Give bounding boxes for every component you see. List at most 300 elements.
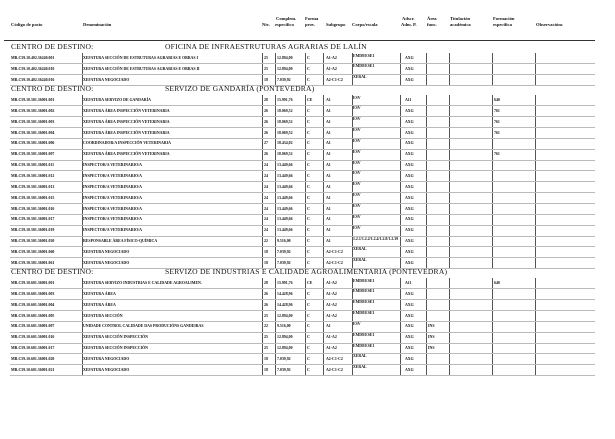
- cell-area: INS: [428, 346, 435, 351]
- cell-form: [494, 247, 534, 257]
- header-denominacion: Denominación: [83, 22, 112, 27]
- cell-form: [494, 193, 534, 203]
- cell-comp: 12.894,00: [277, 66, 293, 71]
- cell-forma: C: [307, 195, 310, 200]
- cell-obs: [537, 225, 595, 235]
- cell-form: [494, 365, 534, 375]
- cell-adscr: AXG: [405, 324, 414, 329]
- cell-corpo: ESV: [353, 204, 361, 208]
- cell-forma: C: [307, 217, 310, 222]
- section-name: SERVIZO DE INDUSTRIAS E CALIDADE AGROALIMENTARIA (PONTEVEDRA): [165, 267, 448, 276]
- cell-adscr: AXG: [405, 356, 414, 361]
- cell-corpo: EMD8/ESE1: [353, 289, 375, 294]
- header-adscricion: Adscr.: [402, 16, 415, 21]
- cell-corpo: ESV: [353, 106, 361, 111]
- cell-area: [428, 311, 448, 321]
- cell-comp: 15.991,76: [277, 281, 293, 285]
- cell-corpo: ESV: [353, 149, 361, 154]
- cell-form: [494, 332, 534, 342]
- cell-forma: C: [307, 77, 310, 82]
- cell-form: [494, 138, 534, 148]
- cell-subgrupo: A1-A2: [326, 346, 337, 351]
- cell-obs: [537, 95, 595, 105]
- cell-adscr: AXG: [405, 108, 414, 113]
- cell-area: [428, 278, 448, 288]
- cell-titul: [451, 193, 491, 203]
- cell-denom: XEFATURA SECCIÓN: [83, 313, 123, 318]
- cell-code: MR.C59.10.601.36001.016: [11, 335, 55, 340]
- cell-form: [494, 321, 534, 331]
- cell-corpo: XERAL: [353, 75, 367, 80]
- cell-denom: XEFATURA SECCIÓN DE ESTRUTURAS AGRARIAS E OBRAS I: [83, 56, 198, 60]
- cell-denom: XEFATURA ÁREA INSPECCIÓN VETERINARIA: [83, 119, 170, 124]
- cell-niv: 18: [264, 260, 268, 265]
- cell-corpo: ESV: [353, 171, 361, 176]
- cell-niv: 18: [264, 356, 268, 361]
- cell-forma: C: [307, 324, 310, 329]
- cell-obs: [537, 278, 595, 288]
- cell-subgrupo: A2-C1-C2: [326, 260, 343, 265]
- cell-corpo: XERAL: [353, 258, 367, 263]
- cell-comp: 18.069,52: [277, 152, 293, 157]
- cell-denom: INSPECTOR/A VETERINARIO/A: [83, 173, 142, 178]
- table-row: [0, 278, 615, 288]
- table-row: [0, 53, 615, 63]
- cell-subgrupo: A1: [326, 195, 331, 200]
- cell-comp: 7.039,92: [277, 77, 291, 82]
- cell-titul: [451, 300, 491, 310]
- cell-adscr: AXG: [405, 141, 414, 146]
- header-titulacion-academica: académica: [450, 22, 471, 27]
- cell-titul: [451, 365, 491, 375]
- cell-obs: [537, 332, 595, 342]
- cell-obs: [537, 128, 595, 138]
- cell-obs: [537, 343, 595, 353]
- cell-area: [428, 182, 448, 192]
- header-titulacion: Titulación: [450, 16, 471, 21]
- cell-obs: [537, 214, 595, 224]
- cell-denom: XEFATURA SERVIZO DE GANDARÍA: [83, 98, 151, 102]
- cell-comp: 13.449,66: [277, 217, 293, 222]
- cell-titul: [451, 311, 491, 321]
- cell-forma: C: [307, 206, 310, 211]
- cell-titul: [451, 53, 491, 63]
- cell-denom: XEFATURA SECCIÓN DE ESTRUTURAS AGRARIAS E OBRAS II: [83, 66, 200, 71]
- cell-titul: [451, 321, 491, 331]
- cell-subgrupo: A1-A2: [326, 281, 337, 285]
- cell-subgrupo: A1: [326, 184, 331, 189]
- cell-subgrupo: A2-C1-C2: [326, 367, 343, 372]
- cell-corpo: ESV: [353, 95, 361, 100]
- cell-comp: 12.894,00: [277, 346, 293, 351]
- cell-corpo: EMD8/ESE1: [353, 64, 375, 69]
- cell-area: [428, 300, 448, 310]
- cell-obs: [537, 182, 595, 192]
- section-label: CENTRO DE DESTINO:: [11, 42, 94, 51]
- cell-obs: [537, 365, 595, 375]
- cell-denom: XEFATURA NEGOCIADO: [83, 249, 130, 254]
- cell-form: [494, 160, 534, 170]
- header-corpo-escala: Corpo/escala: [352, 22, 378, 27]
- cell-comp: 13.449,66: [277, 206, 293, 211]
- cell-corpo: ESV: [353, 182, 361, 187]
- cell-code: MR.C59.10.601.36001.017: [11, 346, 55, 351]
- cell-code: MR.C59.10.501.36001.006: [11, 141, 55, 146]
- cell-comp: 7.039,92: [277, 260, 291, 265]
- table-row: [0, 64, 615, 74]
- cell-denom: XEFATURA ÁREA INSPECCIÓN VETERINARIA: [83, 152, 170, 157]
- cell-code: MR.C59.10.501.36001.003: [11, 119, 55, 124]
- cell-adscr: AXG: [405, 228, 414, 233]
- cell-adscr: AXG: [405, 260, 414, 265]
- cell-niv: 25: [264, 66, 268, 71]
- cell-corpo: EMD8/ESE1: [353, 300, 375, 305]
- cell-subgrupo: A1: [326, 108, 331, 113]
- table-row: [0, 149, 615, 159]
- cell-subgrupo: A2-C1-C2: [326, 77, 343, 82]
- cell-form: 761: [494, 152, 500, 157]
- cell-niv: 24: [264, 206, 268, 211]
- cell-denom: INSPECTOR/A VETERINARIO/A: [83, 184, 142, 189]
- cell-obs: [537, 149, 595, 159]
- cell-denom: XEFATURA ÁREA INSPECCIÓN VETERINARIA: [83, 130, 170, 135]
- cell-form: [494, 214, 534, 224]
- cell-denom: XEFATURA SERVIZO INDUSTRIAS E CALIDADE AGROALIMEN.: [83, 281, 202, 285]
- cell-niv: 18: [264, 77, 268, 82]
- section-heading: [11, 267, 601, 276]
- cell-corpo: ESV: [353, 138, 361, 143]
- cell-titul: [451, 225, 491, 235]
- cell-niv: 24: [264, 195, 268, 200]
- cell-area: [428, 193, 448, 203]
- cell-subgrupo: A1: [326, 324, 331, 329]
- cell-adscr: AXG: [405, 56, 414, 60]
- table-row: [0, 204, 615, 214]
- table-row: [0, 138, 615, 148]
- cell-comp: 12.894,00: [277, 56, 293, 60]
- cell-denom: XEFATURA ÁREA: [83, 302, 116, 307]
- table-row: [0, 247, 615, 257]
- header-nivel: Niv.: [262, 22, 270, 27]
- cell-forma: C: [307, 239, 310, 244]
- table-row: [0, 171, 615, 181]
- cell-code: MR.C59.10.501.36001.013: [11, 184, 55, 189]
- cell-adscr: AXG: [405, 206, 414, 211]
- cell-titul: [451, 128, 491, 138]
- cell-titul: [451, 95, 491, 105]
- cell-code: MR.C59.10.501.36001.001: [11, 98, 55, 102]
- cell-subgrupo: A1-A2: [326, 302, 337, 307]
- cell-adscr: AXG: [405, 291, 414, 296]
- cell-code: MR.C59.10.501.36001.004: [11, 130, 55, 135]
- cell-area: [428, 365, 448, 375]
- cell-adscr: AXG: [405, 66, 414, 71]
- cell-area: [428, 106, 448, 116]
- cell-denom: XEFATURA NEGOCIADO: [83, 356, 130, 361]
- cell-code: MR.C59.10.601.36001.003: [11, 291, 55, 296]
- cell-code: MR.C59.10.402.36240.010: [11, 66, 55, 71]
- cell-niv: 25: [264, 56, 268, 60]
- cell-subgrupo: A1: [326, 217, 331, 222]
- table-row: [0, 343, 615, 353]
- cell-titul: [451, 247, 491, 257]
- cell-forma: C: [307, 66, 310, 71]
- cell-comp: 14.428,96: [277, 302, 293, 307]
- row-divider: [10, 375, 595, 376]
- cell-comp: 18.069,52: [277, 130, 293, 135]
- cell-area: [428, 214, 448, 224]
- cell-code: MR.C59.10.601.36001.001: [11, 281, 55, 285]
- header-area-func: func.: [427, 22, 437, 27]
- cell-adscr: A11: [405, 281, 412, 285]
- cell-titul: [451, 171, 491, 181]
- cell-titul: [451, 160, 491, 170]
- cell-area: [428, 149, 448, 159]
- cell-form: [494, 311, 534, 321]
- cell-forma: C: [307, 108, 310, 113]
- cell-niv: 22: [264, 324, 268, 329]
- cell-forma: C: [307, 335, 310, 340]
- cell-adscr: AXG: [405, 217, 414, 222]
- cell-form: [494, 236, 534, 246]
- cell-comp: 7.039,92: [277, 356, 291, 361]
- cell-subgrupo: A1: [326, 119, 331, 124]
- cell-titul: [451, 117, 491, 127]
- cell-forma: C: [307, 356, 310, 361]
- cell-comp: 9.516,00: [277, 239, 291, 244]
- cell-code: MR.C59.10.601.36001.004: [11, 302, 55, 307]
- cell-denom: XEFATURA NEGOCIADO: [83, 367, 130, 372]
- cell-obs: [537, 106, 595, 116]
- header-observacions: Observacións: [536, 22, 563, 27]
- cell-denom: INSPECTOR/A VETERINARIO/A: [83, 195, 142, 200]
- cell-form: [494, 53, 534, 63]
- cell-comp: 18.069,52: [277, 108, 293, 113]
- cell-forma: C: [307, 313, 310, 318]
- cell-obs: [537, 311, 595, 321]
- cell-corpo: ESV: [353, 117, 361, 122]
- cell-denom: INSPECTOR/A VETERINARIO/A: [83, 206, 142, 211]
- cell-comp: 13.449,66: [277, 163, 293, 168]
- cell-niv: 25: [264, 335, 268, 340]
- cell-corpo: EMD8/ESE1: [353, 332, 375, 337]
- cell-obs: [537, 53, 595, 63]
- cell-forma: C: [307, 130, 310, 135]
- cell-adscr: AXG: [405, 77, 414, 82]
- cell-comp: 7.039,92: [277, 367, 291, 372]
- table-row: [0, 365, 615, 375]
- table-header: [0, 16, 615, 38]
- cell-denom: RESPONSABLE ÁREA FÍSICO-QUÍMICA: [83, 239, 158, 244]
- cell-form: [494, 225, 534, 235]
- cell-form: [494, 182, 534, 192]
- cell-subgrupo: A1: [326, 152, 331, 157]
- cell-comp: 13.449,66: [277, 228, 293, 233]
- cell-code: MR.C59.10.402.36240.001: [11, 56, 55, 60]
- cell-comp: 13.449,66: [277, 184, 293, 189]
- cell-titul: [451, 278, 491, 288]
- cell-titul: [451, 214, 491, 224]
- cell-obs: [537, 160, 595, 170]
- cell-niv: 18: [264, 249, 268, 254]
- cell-niv: 18: [264, 367, 268, 372]
- cell-titul: [451, 332, 491, 342]
- table-row: [0, 193, 615, 203]
- cell-adscr: AXG: [405, 163, 414, 168]
- cell-code: MR.C59.10.501.36001.016: [11, 206, 55, 211]
- cell-forma: C: [307, 163, 310, 168]
- cell-area: INS: [428, 335, 435, 340]
- cell-forma: C: [307, 291, 310, 296]
- cell-adscr: AXG: [405, 335, 414, 340]
- cell-subgrupo: A1-A2: [326, 66, 337, 71]
- cell-corpo: XERAL: [353, 365, 367, 370]
- cell-obs: [537, 64, 595, 74]
- cell-corpo: ESV: [353, 193, 361, 198]
- section-name: SERVIZO DE GANDARÍA (PONTEVEDRA): [165, 84, 315, 93]
- cell-area: [428, 247, 448, 257]
- cell-subgrupo: A2-C1-C2: [326, 249, 343, 254]
- cell-adscr: A11: [405, 98, 412, 102]
- cell-code: MR.C59.10.601.36001.005: [11, 313, 55, 318]
- cell-niv: 26: [264, 119, 268, 124]
- cell-corpo: XERAL: [353, 247, 367, 252]
- cell-adscr: AXG: [405, 367, 414, 372]
- cell-denom: XEFATURA ÁREA INSPECCIÓN VETERINARIA: [83, 108, 170, 113]
- cell-code: MR.C59.10.402.36240.016: [11, 77, 55, 82]
- cell-form: [494, 354, 534, 364]
- cell-forma: C: [307, 346, 310, 351]
- cell-niv: 24: [264, 184, 268, 189]
- cell-denom: XEFATURA SECCIÓN INSPECCIÓN: [83, 346, 148, 351]
- cell-corpo: EMD8/ESE1: [353, 278, 375, 283]
- section-label: CENTRO DE DESTINO:: [11, 267, 94, 276]
- table-row: [0, 225, 615, 235]
- cell-area: [428, 225, 448, 235]
- header-complemento-especifico: específico: [275, 22, 294, 27]
- cell-denom: XEFATURA NEGOCIADO: [83, 260, 130, 265]
- table-row: [0, 321, 615, 331]
- cell-forma: C: [307, 173, 310, 178]
- cell-form: [494, 300, 534, 310]
- cell-subgrupo: A1: [326, 141, 331, 146]
- cell-corpo: EMD8/ESE1: [353, 343, 375, 348]
- cell-code: MR.C59.10.501.36001.011: [11, 163, 55, 168]
- cell-denom: XEFATURA SECCIÓN INSPECCIÓN: [83, 335, 148, 340]
- cell-obs: [537, 300, 595, 310]
- header-area: Área: [427, 16, 437, 21]
- cell-forma: C: [307, 141, 310, 146]
- cell-subgrupo: A1-A2: [326, 313, 337, 318]
- cell-corpo: ESV: [353, 128, 361, 133]
- cell-titul: [451, 354, 491, 364]
- section-name: OFICINA DE INFRAESTRUTURAS AGRARIAS DE LALÍN: [165, 42, 367, 51]
- cell-corpo: 1.2.1/1.2.2/1.2.4/1.2.8/1.2.39: [353, 236, 399, 241]
- cell-area: [428, 354, 448, 364]
- cell-code: MR.C59.10.501.36001.007: [11, 152, 55, 157]
- cell-area: [428, 171, 448, 181]
- cell-forma: C: [307, 249, 310, 254]
- table-row: [0, 214, 615, 224]
- cell-code: MR.C59.10.501.36001.061: [11, 260, 55, 265]
- cell-code: MR.C59.10.501.36001.012: [11, 173, 55, 178]
- cell-forma: C: [307, 152, 310, 157]
- cell-comp: 7.039,92: [277, 249, 291, 254]
- table-row: [0, 300, 615, 310]
- cell-adscr: AXG: [405, 239, 414, 244]
- cell-subgrupo: A1: [326, 228, 331, 233]
- cell-niv: 26: [264, 302, 268, 307]
- header-adscricion-adm: Adm. P.: [401, 22, 417, 27]
- section-heading: [11, 42, 601, 51]
- header-divider: [4, 40, 595, 41]
- cell-comp: 14.428,96: [277, 291, 293, 296]
- cell-form: 640: [494, 281, 500, 285]
- cell-denom: XEFATURA NEGOCIADO: [83, 77, 130, 82]
- cell-comp: 9.516,00: [277, 324, 291, 329]
- header-forma-prov: prov.: [305, 22, 315, 27]
- header-subgrupo: Subgrupo: [326, 22, 346, 27]
- cell-corpo: ESV: [353, 225, 361, 230]
- cell-subgrupo: A1: [326, 163, 331, 168]
- table-row: [0, 95, 615, 105]
- cell-area: [428, 160, 448, 170]
- cell-denom: COORDINADOR/A INSPECCIÓN VETERINARIA: [83, 141, 171, 146]
- table-row: [0, 117, 615, 127]
- cell-subgrupo: A1: [326, 98, 331, 102]
- cell-obs: [537, 204, 595, 214]
- cell-subgrupo: A1: [326, 173, 331, 178]
- cell-area: [428, 236, 448, 246]
- table-row: [0, 236, 615, 246]
- cell-titul: [451, 182, 491, 192]
- cell-code: MR.C59.10.501.36001.060: [11, 249, 55, 254]
- cell-subgrupo: A1-A2: [326, 56, 337, 60]
- header-formacion: Formación: [493, 16, 515, 21]
- cell-obs: [537, 236, 595, 246]
- cell-form: [494, 343, 534, 353]
- cell-niv: 24: [264, 217, 268, 222]
- cell-corpo: ESV: [353, 321, 361, 326]
- cell-titul: [451, 343, 491, 353]
- table-row: [0, 354, 615, 364]
- cell-form: [494, 64, 534, 74]
- cell-subgrupo: A1: [326, 206, 331, 211]
- cell-area: [428, 117, 448, 127]
- cell-form: [494, 204, 534, 214]
- cell-area: [428, 204, 448, 214]
- cell-adscr: AXG: [405, 249, 414, 254]
- cell-corpo: EMD8/ESE1: [353, 311, 375, 316]
- cell-forma: C: [307, 302, 310, 307]
- cell-obs: [537, 289, 595, 299]
- cell-niv: 26: [264, 291, 268, 296]
- cell-titul: [451, 236, 491, 246]
- cell-forma: CE: [307, 281, 313, 285]
- cell-niv: 28: [264, 98, 268, 102]
- cell-niv: 22: [264, 239, 268, 244]
- cell-titul: [451, 149, 491, 159]
- table-row: [0, 311, 615, 321]
- cell-code: MR.C59.10.501.36001.015: [11, 195, 55, 200]
- cell-obs: [537, 354, 595, 364]
- cell-niv: 24: [264, 163, 268, 168]
- cell-area: [428, 95, 448, 105]
- cell-niv: 28: [264, 281, 268, 285]
- cell-area: INS: [428, 324, 435, 329]
- cell-niv: 26: [264, 108, 268, 113]
- cell-forma: C: [307, 367, 310, 372]
